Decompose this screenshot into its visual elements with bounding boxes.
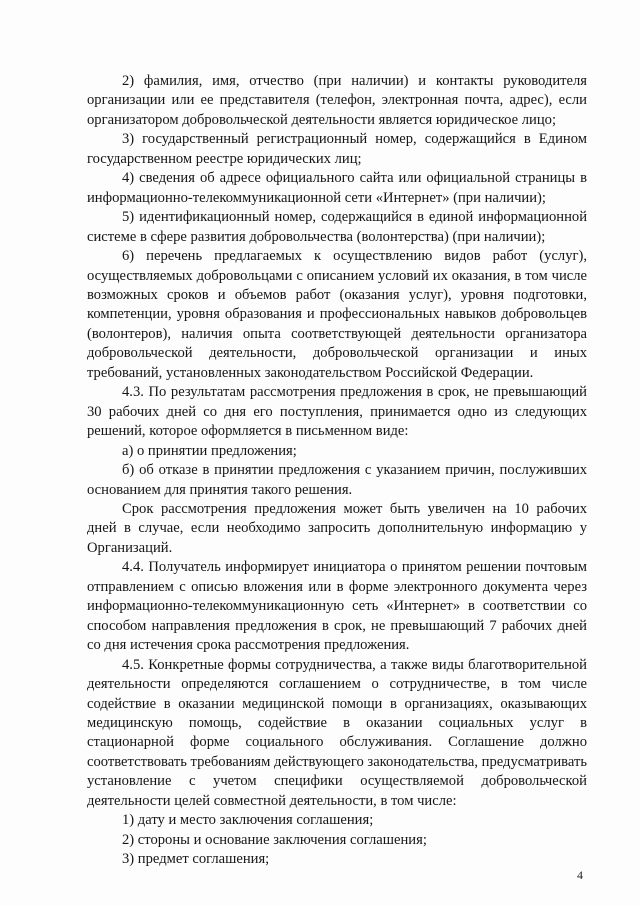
paragraph-4-5: 4.5. Конкретные формы сотрудничества, а также виды благотворительной деятельности определяются соглашением о сотрудничестве, в том числе содействие в оказании медицинской помощи в организациях, оказывающих медицинскую помощь, содействие в оказании социальных услуг в стационарной форме социального обслуживания. Соглашение должно соответствовать требованиям действующего законодательства, предусматривать установление с учетом специфики осуществляемой добровольческой деятельности целей совместной деятельности, в том числе: [87, 656, 587, 809]
paragraph-4-3: 4.3. По результатам рассмотрения предложения в срок, не превышающий 30 рабочих дней со дня его поступления, принимается одно из следующих решений, которое оформляется в письменном виде: [87, 384, 587, 440]
paragraph-review-extension: Срок рассмотрения предложения может быть увеличен на 10 рабочих дней в случае, если необходимо запросить дополнительную информацию у Организаций. [87, 500, 587, 556]
paragraph-identification-number: 5) идентификационный номер, содержащийся в единой информационной системе в сфере развития добровольчества (волонтерства) (при наличии); [87, 209, 587, 245]
paragraph-decision-accept: а) о принятии предложения; [122, 442, 297, 459]
paragraph-agreement-parties: 2) стороны и основание заключения соглашения; [122, 831, 427, 848]
document-body [87, 72, 587, 870]
paragraph-contacts: 2) фамилия, имя, отчество (при наличии) и контакты руководителя организации или ее представителя (телефон, электронная почта, адрес), если организатором добровольческой деятельности является юридическое лицо; [87, 73, 587, 128]
paragraph-decision-reject: б) об отказе в принятии предложения с указанием причин, послуживших основанием для принятия такого решения. [87, 462, 587, 498]
paragraph-website: 4) сведения об адресе официального сайта или официальной страницы в информационно-телекоммуникационной сети «Интернет» (при наличии); [87, 170, 587, 206]
paragraph-agreement-date: 1) дату и место заключения соглашения; [122, 812, 374, 829]
paragraph-registration-number: 3) государственный регистрационный номер, содержащийся в Едином государственном реестре юридических лиц; [87, 131, 587, 167]
page-number: 4 [577, 868, 583, 882]
paragraph-agreement-subject: 3) предмет соглашения; [122, 851, 270, 868]
paragraph-4-4: 4.4. Получатель информирует инициатора о принятом решении почтовым отправлением с описью вложения или в форме электронного документа через информационно-телекоммуникационную сеть «Интернет» в соответствии со способом направления предложения в срок, не превышающий 7 рабочих дней со дня истечения срока рассмотрения предложения. [87, 559, 587, 654]
paragraph-works-list: 6) перечень предлагаемых к осуществлению видов работ (услуг), осуществляемых добровольцами с описанием условий их оказания, в том числе возможных сроков и объемов работ (оказания услуг), уровня подготовки, компетенции, уровня образования и профессиональных навыков добровольцев (волонтеров), наличия опыта соответствующей деятельности организатора добровольческой деятельности, добровольческой организации и иных требований, установленных законодательством Российской Федерации. [87, 248, 587, 381]
